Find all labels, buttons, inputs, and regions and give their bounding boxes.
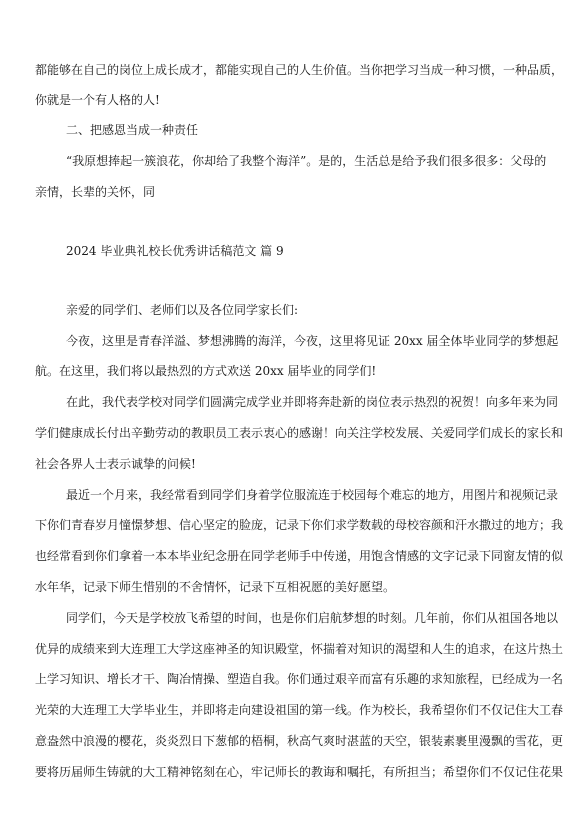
text-line: 要将历届师生铸就的大工精神铭刻在心，牢记师长的教诲和嘱托，有所担当；希望你们不仅记住花果 [35,765,564,779]
text-line: 同学们，今天是学校放飞希望的时间，也是你们启航梦想的时刻。几年前，你们从祖国各地以 [66,611,559,625]
text-line: 也经常看到你们拿着一本本毕业纪念册在同学老师手中传递，用饱含情感的文字记录下同窗友情的似 [35,549,564,563]
text-line: 优异的成绩来到大连理工大学这座神圣的知识殿堂，怀揣着对知识的渴望和人生的追求，在这片热土 [35,642,564,656]
section-heading: 二、把感恩当成一种责任 [66,123,199,137]
text-line: 社会各界人士表示诚挚的问候! [35,457,196,471]
text-line: 亲情，长辈的关怀，同 [35,185,156,199]
text-line: 今夜，这里是青春洋溢、梦想沸腾的海洋，今夜，这里将见证 20xx 届全体毕业同学的梦想起 [66,334,559,348]
text-line: 光荣的大连理工大学毕业生，并即将走向建设祖国的第一线。作为校长，我希望你们不仅记住大工春 [35,703,564,717]
article-title: 2024 毕业典礼校长优秀讲话稿范文 篇 9 [66,244,284,258]
text-line: 都能够在自己的岗位上成长成才，都能实现自己的人生价值。当你把学习当成一种习惯，一种品质， [35,63,564,77]
text-line: 下你们青春岁月憧憬梦想、信心坚定的脸庞，记录下你们求学数载的母校容颜和汗水撒过的地方；我 [35,518,564,532]
text-line: 在此，我代表学校对同学们圆满完成学业并即将奔赴新的岗位表示热烈的祝贺！向多年来为同 [66,395,559,409]
text-line: 水年华，记录下师生惜别的不舍情怀，记录下互相祝愿的美好愿望。 [35,580,396,594]
text-line: 意盎然中浪漫的樱花，炎炎烈日下葱郁的梧桐，秋高气爽时湛蓝的天空，银装素裹里漫飘的雪花，更 [35,734,564,748]
text-line: “我原想捧起一簇浪花，你却给了我整个海洋”。是的，生活总是给予我们很多很多：父母的 [66,154,547,168]
text-line: 上学习知识、增长才干、陶冶情操、塑造自我。你们通过艰辛而富有乐趣的求知旅程，已经成为一名 [35,672,564,686]
text-line: 最近一个月来，我经常看到同学们身着学位服流连于校园每个难忘的地方，用图片和视频记录 [66,488,559,502]
text-line: 学们健康成长付出辛勤劳动的教职员工表示衷心的感谢！向关注学校发展、关爱同学们成长的家长和 [35,426,564,440]
salutation: 亲爱的同学们、老师们以及各位同学家长们: [66,303,299,317]
text-line: 你就是一个有人格的人! [35,93,160,107]
text-line: 航。在这里，我们将以最热烈的方式欢送 20xx 届毕业的同学们! [35,364,377,378]
